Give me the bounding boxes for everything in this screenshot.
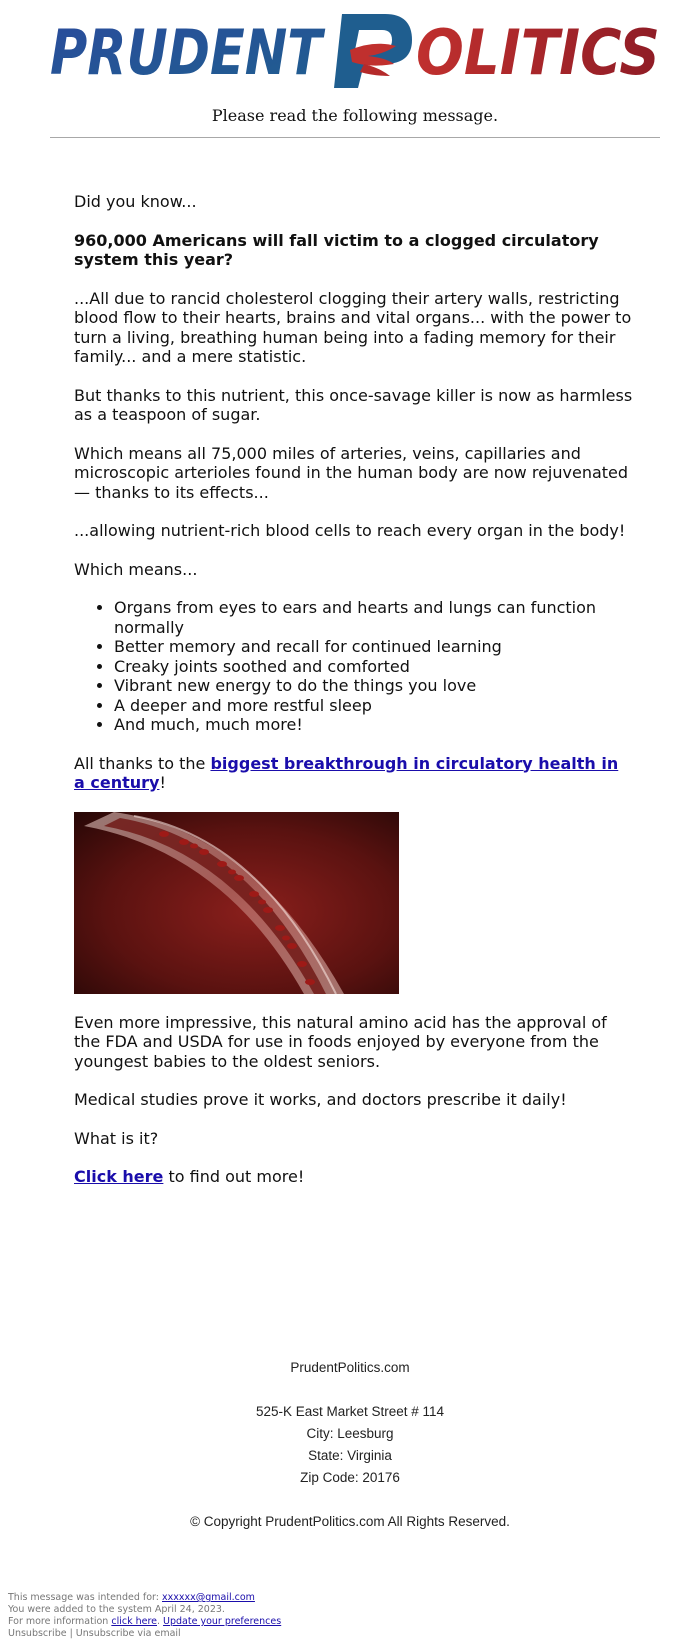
breakthrough-paragraph	[74, 754, 634, 793]
update-preferences-link[interactable]: Update your preferences	[163, 1616, 282, 1627]
body-paragraph-arteries: Which means all 75,000 miles of arteries, veins, capillaries and microscopic arterioles found in the human body are now rejuvenated — thanks to its effects...	[74, 443, 629, 502]
blood-vessel-image[interactable]	[74, 812, 399, 994]
logo-word-olitics: OLITICS	[416, 16, 660, 89]
fine-print-intended	[8, 1592, 692, 1604]
footer-copyright: © Copyright PrudentPolitics.com All Rights Reserved.	[190, 1514, 510, 1529]
prudent-politics-logo	[50, 6, 660, 90]
click-here-link[interactable]: Click here	[74, 1167, 164, 1186]
list-item: • Organs from eyes to ears and hearts and lungs can function normally	[114, 598, 634, 637]
logo-eagle-p-icon	[334, 14, 412, 88]
body-paragraph-cholesterol: ...All due to rancid cholesterol clogging their artery walls, restricting blood flow to their hearts, brains and vital organs... with the power to turn a living, breathing human being into a fading memory for their family... and a mere statistic.	[74, 288, 632, 366]
fine-print	[8, 1592, 692, 1640]
body-paragraph-what-is-it: What is it?	[74, 1128, 159, 1148]
fine-print-separator: .	[157, 1616, 164, 1627]
body-paragraph-blood-cells: ...allowing nutrient-rich blood cells to reach every organ in the body!	[74, 521, 626, 540]
body-paragraph-nutrient: But thanks to this nutrient, this once-savage killer is now as harmless as a teaspoon of sugar.	[74, 385, 633, 424]
breakthrough-link[interactable]: biggest breakthrough in circulatory health in a century	[74, 753, 619, 792]
email-footer	[0, 1357, 700, 1533]
body-paragraph-did-you-know: Did you know...	[74, 192, 197, 211]
footer-state: State: Virginia	[308, 1448, 392, 1463]
body-paragraph-amino-acid: Even more impressive, this natural amino acid has the approval of the FDA and USDA for use in foods enjoyed by everyone from the youngest babies to the oldest seniors.	[74, 1012, 607, 1071]
email-body	[74, 192, 634, 1206]
fine-print-more-info-label: For more information	[8, 1616, 112, 1627]
more-info-click-here-link[interactable]: click here	[111, 1616, 157, 1627]
footer-zip: Zip Code: 20176	[300, 1470, 400, 1485]
footer-site: PrudentPolitics.com	[290, 1360, 410, 1375]
list-item: • And much, much more!	[114, 715, 634, 735]
list-item: • Vibrant new energy to do the things you love	[114, 676, 634, 696]
list-item: • Creaky joints soothed and comforted	[114, 657, 634, 677]
footer-street: 525-K East Market Street # 114	[255, 1404, 445, 1419]
cta-text-after: to find out more!	[163, 1167, 305, 1186]
fine-print-more-info	[8, 1616, 692, 1628]
body-paragraph-studies: Medical studies prove it works, and doctors prescribe it daily!	[74, 1090, 567, 1109]
fine-print-intended-label: This message was intended for:	[8, 1592, 162, 1603]
logo-word-prudent: PRUDENT	[50, 16, 326, 89]
body-paragraph-which-means: Which means...	[74, 559, 198, 579]
intro-message: Please read the following message.	[211, 106, 499, 125]
breakthrough-text-before: All thanks to the	[74, 753, 211, 773]
breakthrough-text-after: !	[159, 773, 166, 792]
benefits-list	[74, 598, 634, 735]
unsubscribe-text[interactable]: Unsubscribe | Unsubscribe via email	[8, 1628, 181, 1639]
fine-print-added: You were added to the system April 24, 2023.	[8, 1604, 225, 1615]
list-item: • Better memory and recall for continued learning	[114, 637, 634, 657]
body-headline: 960,000 Americans will fall victim to a clogged circulatory system this year?	[74, 230, 599, 269]
list-item: • A deeper and more restful sleep	[114, 696, 634, 716]
header-divider	[50, 137, 660, 138]
recipient-email-link[interactable]: xxxxxx@gmail.com	[162, 1592, 255, 1603]
cta-paragraph	[74, 1167, 634, 1187]
footer-city: City: Leesburg	[306, 1426, 394, 1441]
